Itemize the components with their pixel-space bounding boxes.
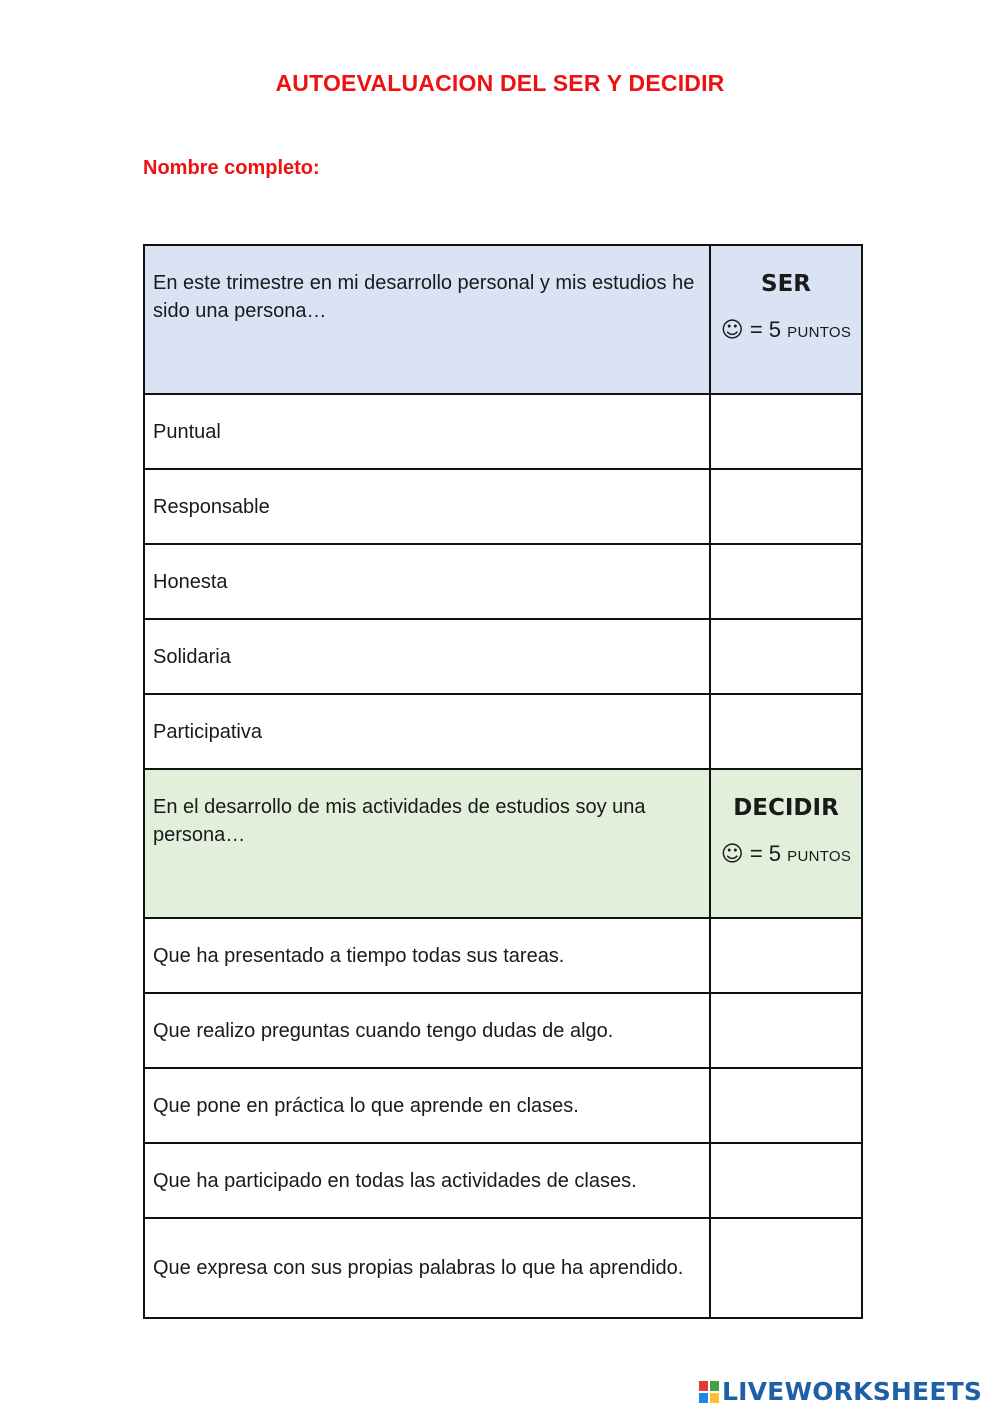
ser-prompt: En este trimestre en mi desarrollo personal y mis estudios he sido una persona… bbox=[144, 245, 710, 394]
decidir-prompt: En el desarrollo de mis actividades de estudios soy una persona… bbox=[144, 769, 710, 918]
logo-square-blue bbox=[698, 1392, 709, 1404]
ser-item-label: Solidaria bbox=[144, 619, 710, 694]
table-row bbox=[144, 1218, 862, 1318]
ser-heading: SER bbox=[761, 271, 811, 297]
decidir-score-cell[interactable] bbox=[710, 1218, 862, 1318]
ser-item-label: Participativa bbox=[144, 694, 710, 769]
table-row bbox=[144, 1068, 862, 1143]
ser-score-cell[interactable] bbox=[710, 544, 862, 619]
liveworksheets-logo bbox=[698, 1377, 982, 1406]
decidir-points bbox=[711, 840, 861, 871]
ser-item-label: Honesta bbox=[144, 544, 710, 619]
ser-points-unit: PUNTOS bbox=[787, 324, 852, 341]
ser-points bbox=[711, 316, 861, 347]
decidir-item-label: Que realizo preguntas cuando tengo dudas de algo. bbox=[144, 993, 710, 1068]
full-name-label: Nombre completo: bbox=[143, 157, 320, 179]
decidir-score-cell[interactable] bbox=[710, 918, 862, 993]
liveworksheets-logo-icon bbox=[698, 1380, 720, 1404]
ser-score-cell[interactable] bbox=[710, 394, 862, 469]
table-row bbox=[144, 469, 862, 544]
table-row bbox=[144, 394, 862, 469]
decidir-header-row bbox=[144, 769, 862, 918]
ser-header-row bbox=[144, 245, 862, 394]
decidir-score-cell[interactable] bbox=[710, 1143, 862, 1218]
ser-score-cell[interactable] bbox=[710, 469, 862, 544]
ser-item-label: Responsable bbox=[144, 469, 710, 544]
decidir-item-label: Que pone en práctica lo que aprende en clases. bbox=[144, 1068, 710, 1143]
table-row bbox=[144, 694, 862, 769]
table-row bbox=[144, 918, 862, 993]
ser-score-header bbox=[710, 245, 862, 394]
document-title: AUTOEVALUACION DEL SER Y DECIDIR bbox=[275, 70, 725, 96]
table-row bbox=[144, 993, 862, 1068]
decidir-item-label: Que ha presentado a tiempo todas sus tareas. bbox=[144, 918, 710, 993]
decidir-item-label: Que expresa con sus propias palabras lo que ha aprendido. bbox=[144, 1218, 710, 1318]
logo-square-green bbox=[709, 1380, 720, 1392]
logo-square-red bbox=[698, 1380, 709, 1392]
brand-name: LIVEWORKSHEETS bbox=[722, 1377, 983, 1406]
decidir-item-label: Que ha participado en todas las actividades de clases. bbox=[144, 1143, 710, 1218]
decidir-score-cell[interactable] bbox=[710, 993, 862, 1068]
decidir-heading: DECIDIR bbox=[733, 795, 839, 821]
ser-points-value: = 5 bbox=[743, 317, 788, 342]
table-row bbox=[144, 1143, 862, 1218]
decidir-score-cell[interactable] bbox=[710, 1068, 862, 1143]
ser-score-cell[interactable] bbox=[710, 694, 862, 769]
table-row bbox=[144, 619, 862, 694]
self-evaluation-table bbox=[143, 244, 863, 1319]
decidir-points-unit: PUNTOS bbox=[787, 848, 852, 865]
smiley-icon: ☺ bbox=[720, 842, 744, 867]
logo-square-yellow bbox=[709, 1392, 720, 1404]
decidir-points-value: = 5 bbox=[743, 841, 788, 866]
smiley-icon: ☺ bbox=[720, 318, 744, 343]
table-row bbox=[144, 544, 862, 619]
ser-score-cell[interactable] bbox=[710, 619, 862, 694]
ser-item-label: Puntual bbox=[144, 394, 710, 469]
decidir-score-header bbox=[710, 769, 862, 918]
